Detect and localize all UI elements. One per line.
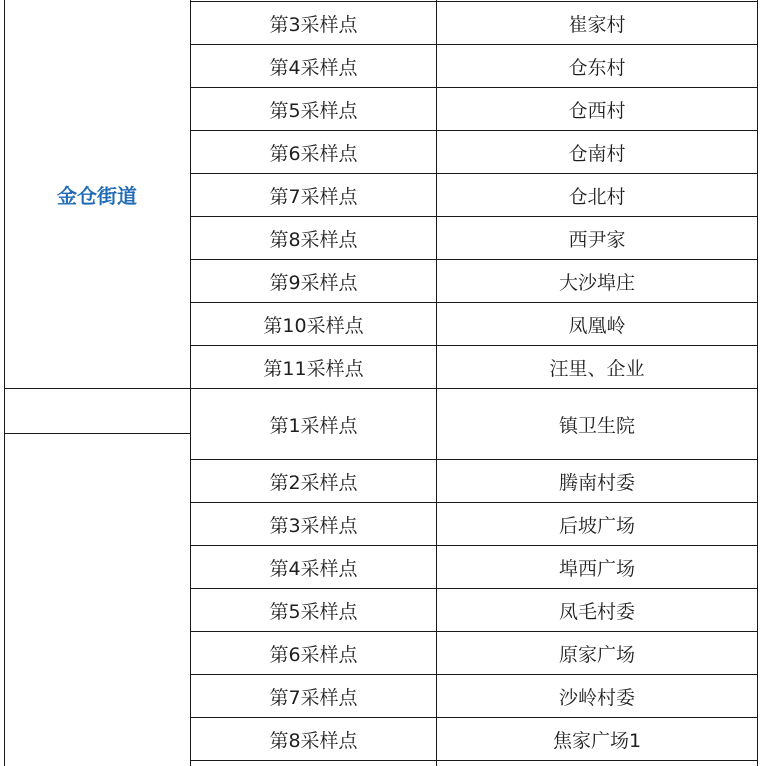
location-cell: 后坡广场	[558, 514, 635, 537]
sampling-point-cell: 第9采样点	[269, 271, 358, 294]
location-cell: 汪里、企业	[549, 357, 645, 380]
sampling-point-cell: 第4采样点	[269, 56, 358, 79]
sampling-point-cell: 第11采样点	[263, 357, 364, 380]
sampling-point-cell: 第2采样点	[269, 471, 358, 494]
location-cell: 大沙埠庄	[558, 271, 635, 294]
district-label: 金仓街道	[57, 184, 137, 208]
location-cell: 凤凰岭	[568, 314, 626, 337]
location-cell: 沙岭村委	[558, 686, 635, 709]
sampling-point-cell: 第5采样点	[269, 600, 358, 623]
sampling-point-cell: 第3采样点	[269, 514, 358, 537]
location-cell: 崔家村	[568, 13, 626, 36]
location-cell: 焦家广场1	[552, 729, 642, 752]
location-cell: 凤毛村委	[558, 600, 635, 623]
location-cell: 原家广场	[558, 643, 635, 666]
district-label	[4, 389, 190, 433]
location-cell: 仓西村	[568, 99, 626, 122]
location-cell: 镇卫生院	[558, 414, 635, 437]
table-border-right	[757, 0, 758, 766]
location-cell: 仓南村	[568, 142, 626, 165]
sampling-point-cell: 第6采样点	[269, 643, 358, 666]
district-cell-divider	[4, 433, 191, 434]
sampling-point-cell: 第7采样点	[269, 686, 358, 709]
location-cell: 仓东村	[568, 56, 626, 79]
sampling-point-cell: 第8采样点	[269, 228, 358, 251]
sampling-point-cell: 第1采样点	[269, 414, 358, 437]
location-cell: 腾南村委	[558, 471, 635, 494]
location-cell: 仓北村	[568, 185, 626, 208]
location-cell: 西尹家	[568, 228, 626, 251]
sampling-point-cell: 第4采样点	[269, 557, 358, 580]
sampling-point-cell: 第10采样点	[263, 314, 364, 337]
sampling-point-cell: 第6采样点	[269, 142, 358, 165]
sampling-point-cell: 第8采样点	[269, 729, 358, 752]
sampling-point-cell: 第7采样点	[269, 185, 358, 208]
sampling-point-cell: 第3采样点	[269, 13, 358, 36]
location-cell: 埠西广场	[558, 557, 635, 580]
sampling-point-cell: 第5采样点	[269, 99, 358, 122]
row-divider	[190, 760, 758, 761]
